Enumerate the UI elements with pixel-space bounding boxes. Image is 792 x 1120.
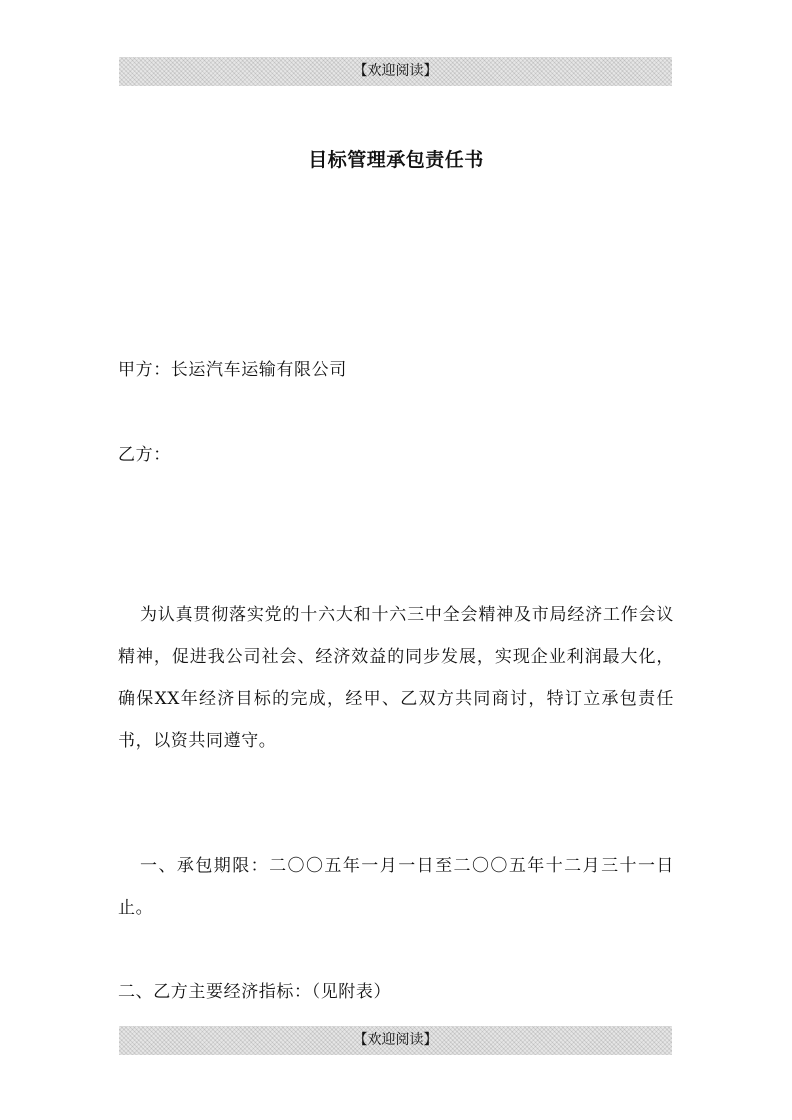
footer-banner — [119, 1026, 672, 1055]
clause-term-paragraph: 一、承包期限：二〇〇五年一月一日至二〇〇五年十二月三十一日止。 — [118, 856, 674, 918]
header-banner — [119, 57, 672, 86]
footer-banner-label: 【欢迎阅读】 — [353, 1032, 438, 1048]
clause-indicators-line: 二、乙方主要经济指标：（见附表） — [118, 982, 392, 1002]
document-title: 目标管理承包责任书 — [308, 149, 484, 171]
party-a-line: 甲方：长运汽车运输有限公司 — [118, 360, 347, 380]
header-banner-label: 【欢迎阅读】 — [353, 63, 438, 79]
intro-paragraph: 为认真贯彻落实党的十六大和十六三中全会精神及市局经济工作会议精神，促进我公司社会、经济效益的同步发展，实现企业利润最大化，确保XX年经济目标的完成，经甲、乙双方共同商讨，特订立承包责任书，以资共同遵守。 — [118, 605, 674, 751]
party-b-line: 乙方： — [118, 445, 171, 465]
